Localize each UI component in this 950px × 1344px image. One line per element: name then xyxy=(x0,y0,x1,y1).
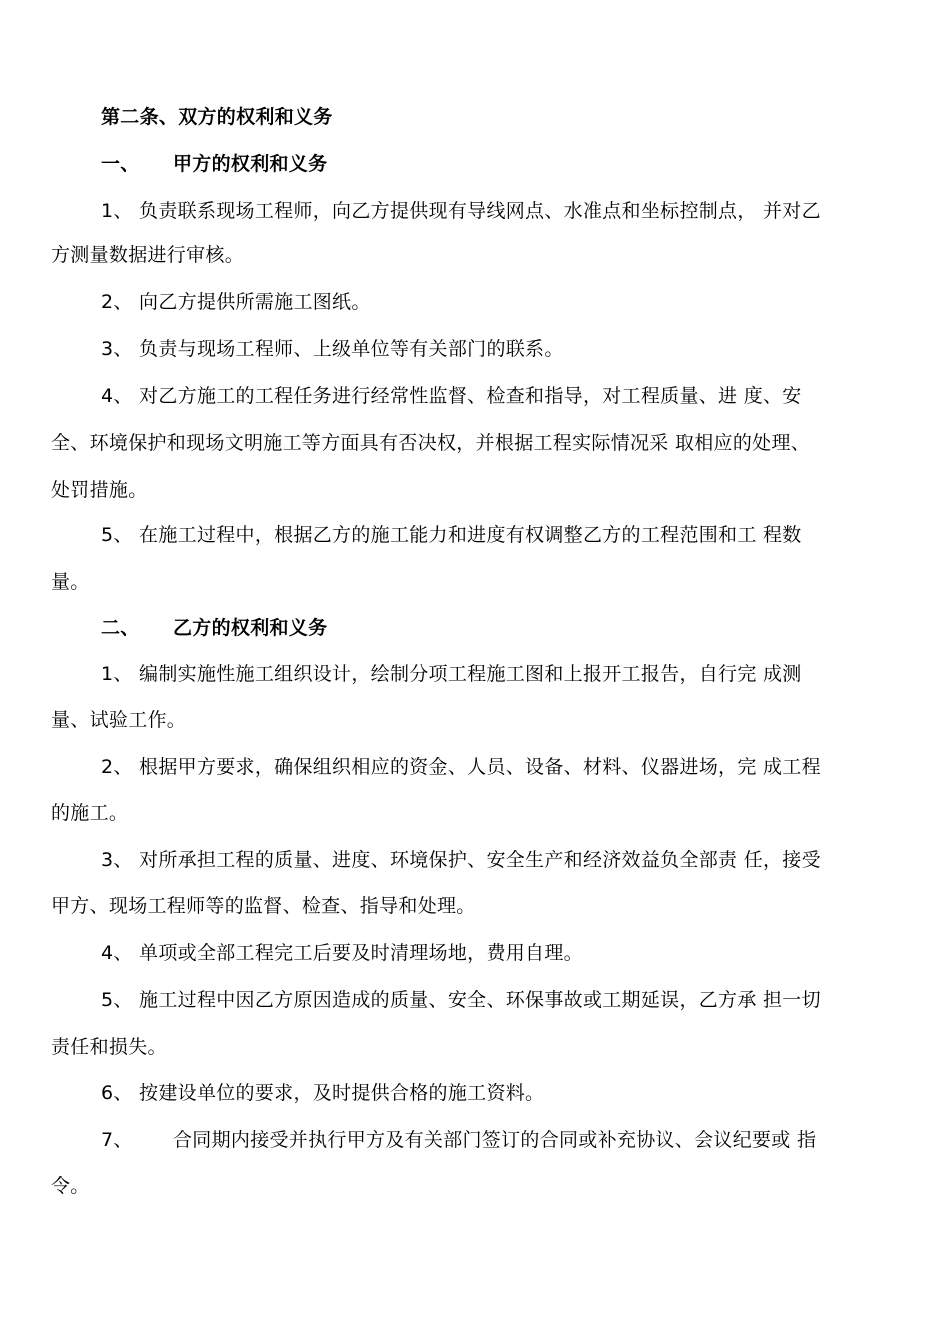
paragraph-text: 方测量数据进行审核。 xyxy=(51,244,245,266)
paragraph-line xyxy=(101,199,821,223)
paragraph-line xyxy=(101,337,564,361)
paragraph-text: 令。 xyxy=(51,1175,90,1197)
paragraph-text: 甲方、现场工程师等的监督、检查、指导和处理。 xyxy=(51,895,476,917)
paragraph-line xyxy=(101,1128,816,1152)
item-number: 2、 xyxy=(101,291,133,313)
paragraph-line xyxy=(51,1174,90,1198)
paragraph-line xyxy=(51,243,244,267)
paragraph-text: 施工过程中因乙方原因造成的质量、安全、环保事故或工期延误，乙方承 担一切 xyxy=(139,989,821,1011)
item-number: 1、 xyxy=(101,200,133,222)
item-number: 3、 xyxy=(101,849,133,871)
item-number: 5、 xyxy=(101,524,133,546)
paragraph-line xyxy=(101,755,821,779)
paragraph-line xyxy=(101,662,802,686)
item-number: 6、 xyxy=(101,1082,133,1104)
section-title: 甲方的权利和义务 xyxy=(173,153,328,175)
paragraph-line xyxy=(51,570,90,594)
section-title: 乙方的权利和义务 xyxy=(173,617,328,639)
paragraph-text: 量、试验工作。 xyxy=(51,709,187,731)
item-number: 7、 xyxy=(101,1129,133,1151)
item-number: 3、 xyxy=(101,338,133,360)
paragraph-text: 的施工。 xyxy=(51,802,129,824)
paragraph-text: 根据甲方要求，确保组织相应的资金、人员、设备、材料、仪器进场，完 成工程 xyxy=(139,756,821,778)
paragraph-text: 单项或全部工程完工后要及时清理场地，费用自理。 xyxy=(139,942,583,964)
paragraph-line xyxy=(51,1035,167,1059)
paragraph-line xyxy=(101,988,821,1012)
paragraph-text: 合同期内接受并执行甲方及有关部门签订的合同或补充协议、会议纪要或 指 xyxy=(173,1129,817,1151)
item-number: 2、 xyxy=(101,756,133,778)
section-number: 一、 xyxy=(101,153,140,175)
paragraph-text: 处罚措施。 xyxy=(51,479,148,501)
paragraph-line xyxy=(51,708,186,732)
paragraph-text: 向乙方提供所需施工图纸。 xyxy=(139,291,371,313)
paragraph-line xyxy=(51,431,810,455)
paragraph-text: 编制实施性施工组织设计，绘制分项工程施工图和上报开工报告，自行完 成测 xyxy=(139,663,802,685)
paragraph-text: 责任和损失。 xyxy=(51,1036,167,1058)
paragraph-line xyxy=(101,384,802,408)
section-heading-two xyxy=(101,616,327,640)
item-number: 1、 xyxy=(101,663,133,685)
paragraph-line xyxy=(51,894,476,918)
paragraph-line xyxy=(51,478,148,502)
paragraph-line xyxy=(101,941,583,965)
paragraph-line xyxy=(101,290,371,314)
paragraph-line xyxy=(101,523,802,547)
paragraph-text: 对所承担工程的质量、进度、环境保护、安全生产和经济效益负全部责 任，接受 xyxy=(139,849,821,871)
section-heading-one xyxy=(101,152,327,176)
paragraph-text: 按建设单位的要求，及时提供合格的施工资料。 xyxy=(139,1082,545,1104)
item-number: 4、 xyxy=(101,942,133,964)
article-title-text: 第二条、双方的权利和义务 xyxy=(101,106,333,128)
paragraph-line xyxy=(101,1081,544,1105)
section-number: 二、 xyxy=(101,617,140,639)
article-title xyxy=(101,105,333,129)
item-number: 5、 xyxy=(101,989,133,1011)
paragraph-line xyxy=(101,848,821,872)
paragraph-text: 对乙方施工的工程任务进行经常性监督、检查和指导，对工程质量、进 度、安 xyxy=(139,385,802,407)
paragraph-text: 负责与现场工程师、上级单位等有关部门的联系。 xyxy=(139,338,564,360)
paragraph-text: 量。 xyxy=(51,571,90,593)
paragraph-text: 负责联系现场工程师，向乙方提供现有导线网点、水准点和坐标控制点， 并对乙 xyxy=(139,200,821,222)
item-number: 4、 xyxy=(101,385,133,407)
paragraph-line xyxy=(51,801,128,825)
paragraph-text: 全、环境保护和现场文明施工等方面具有否决权，并根据工程实际情况采 取相应的处理、 xyxy=(51,432,811,454)
paragraph-text: 在施工过程中，根据乙方的施工能力和进度有权调整乙方的工程范围和工 程数 xyxy=(139,524,802,546)
